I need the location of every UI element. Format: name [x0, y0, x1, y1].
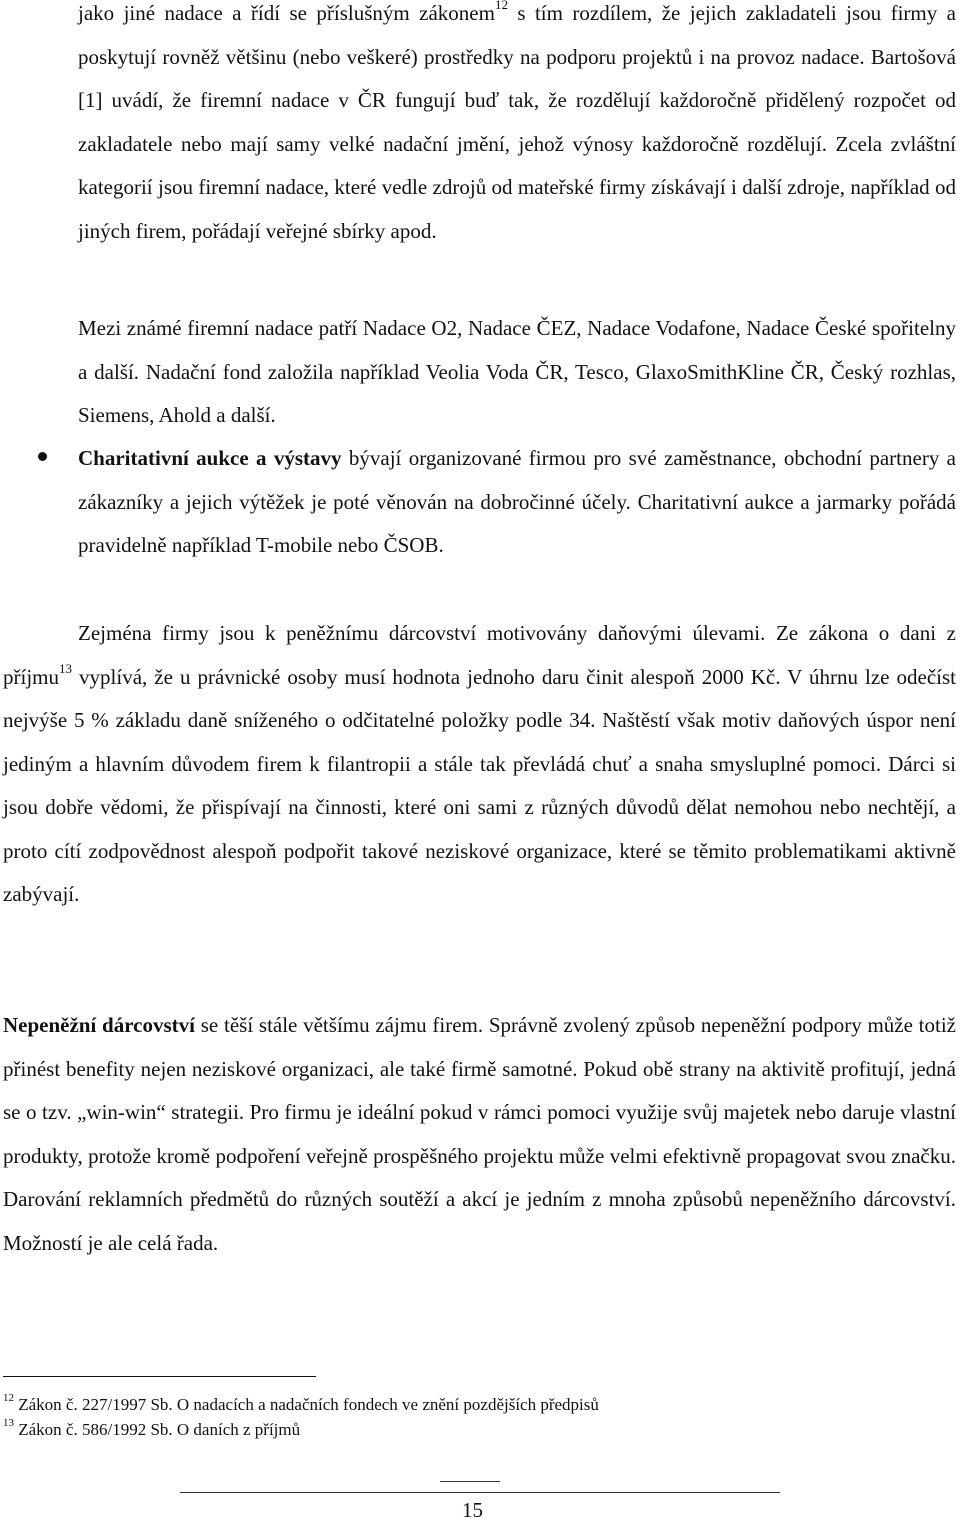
footnote-13	[3, 1419, 300, 1441]
page-number-rule-long	[180, 1492, 780, 1493]
footnote-number: 13	[3, 1417, 14, 1430]
footnote-number: 12	[3, 1392, 14, 1405]
nonmonetary-text: se těší stále většímu zájmu firem. Správně zvolený způsob nepeněžní podpory může totiž přinést benefity nejen neziskové organizaci, ale také firmě samotné. Pokud obě strany na aktivitě profitují, jedná se o tzv. „win-win“ strategii. Pro firmu je ideální pokud v rámci pomoci využije svůj majetek nebo daruje vlastní produkty, protože kromě podpoření veřejně prospěšného projektu může velmi efektivně propagovat svou značku. Darování reklamních předmětů do různých soutěží a akcí je jedním z mnoha způsobů nepeněžního dárcovství. Možností je ale celá řada.	[3, 1013, 957, 1255]
continuation-text-start: jako jiné nadace a řídí se příslušným zákonem	[78, 1, 495, 25]
tax-text-end: vyplívá, že u právnické osoby musí hodnota jednoho daru činit alespoň 2000 Kč. V úhrnu lze odečíst nejvýše 5 % základu daně sníženého o odčitatelné položky podle 34. Naštěstí však motiv daňových úspor není jediným a hlavním důvodem firem k filantropii a stále tak převládá chuť a snaha smysluplné pomoci. Dárci si jsou dobře vědomi, že přispívají na činnosti, které oni sami z různých důvodů dělat nemohou nebo nechtějí, a proto cítí zodpovědnost alespoň podpořit takové neziskové organizace, které se těmito problematikami aktivně zabývají.	[3, 664, 956, 906]
nonmonetary-term: Nepeněžní dárcovství	[3, 1013, 196, 1037]
tax-text-start: Zejména firmy jsou k peněžnímu dárcovství motivovány daňovými úlevami. Ze zákona o dani z příjmu	[3, 621, 956, 689]
foundations-examples-paragraph: Mezi známé firemní nadace patří Nadace O2, Nadace ČEZ, Nadace Vodafone, Nadace České spořitelny a další. Nadační fond založila například Veolia Voda ČR, Tesco, GlaxoSmithKline ČR, Český rozhlas, Siemens, Ahold a další.	[78, 316, 956, 427]
footnote-ref-12: 12	[494, 0, 508, 12]
footnote-ref-13: 13	[59, 660, 72, 676]
footnote-text: Zákon č. 227/1997 Sb. O nadacích a nadačních fondech ve znění pozdějších předpisů	[14, 1395, 599, 1414]
page-number: 15	[462, 1498, 483, 1522]
page-number-rule-short	[440, 1481, 500, 1482]
footnote-12	[3, 1394, 599, 1416]
bullet-icon	[38, 452, 47, 461]
footnote-separator	[3, 1376, 316, 1377]
nonmonetary-giving-paragraph	[3, 1004, 956, 1265]
charity-auction-bullet	[78, 437, 956, 568]
bullet-text: bývají organizované firmou pro své zaměstnance, obchodní partnery a zákazníky a jejich výtěžek je poté věnován na dobročinné účely. Charitativní aukce a jarmarky pořádá pravidelně například T-mobile nebo ČSOB.	[78, 446, 956, 557]
continuation-text-end: s tím rozdílem, že jejich zakladateli jsou firmy a poskytují rovněž většinu (nebo veškeré) prostředky na podporu projektů i na provoz nadace. Bartošová [1] uvádí, že firemní nadace v ČR fungují buď tak, že rozdělují každoročně přidělený rozpočet od zakladatele nebo mají samy velké nadační jmění, jehož výnosy každoročně rozdělují. Zcela zvláštní kategorií jsou firemní nadace, které vedle zdrojů od mateřské firmy získávají i další zdroje, například od jiných firem, pořádají veřejné sbírky apod.	[78, 1, 956, 243]
footnote-text: Zákon č. 586/1992 Sb. O daních z příjmů	[14, 1420, 301, 1439]
continuation-paragraph	[78, 0, 956, 253]
tax-incentives-paragraph	[3, 612, 956, 917]
bullet-term: Charitativní aukce a výstavy	[78, 446, 342, 470]
